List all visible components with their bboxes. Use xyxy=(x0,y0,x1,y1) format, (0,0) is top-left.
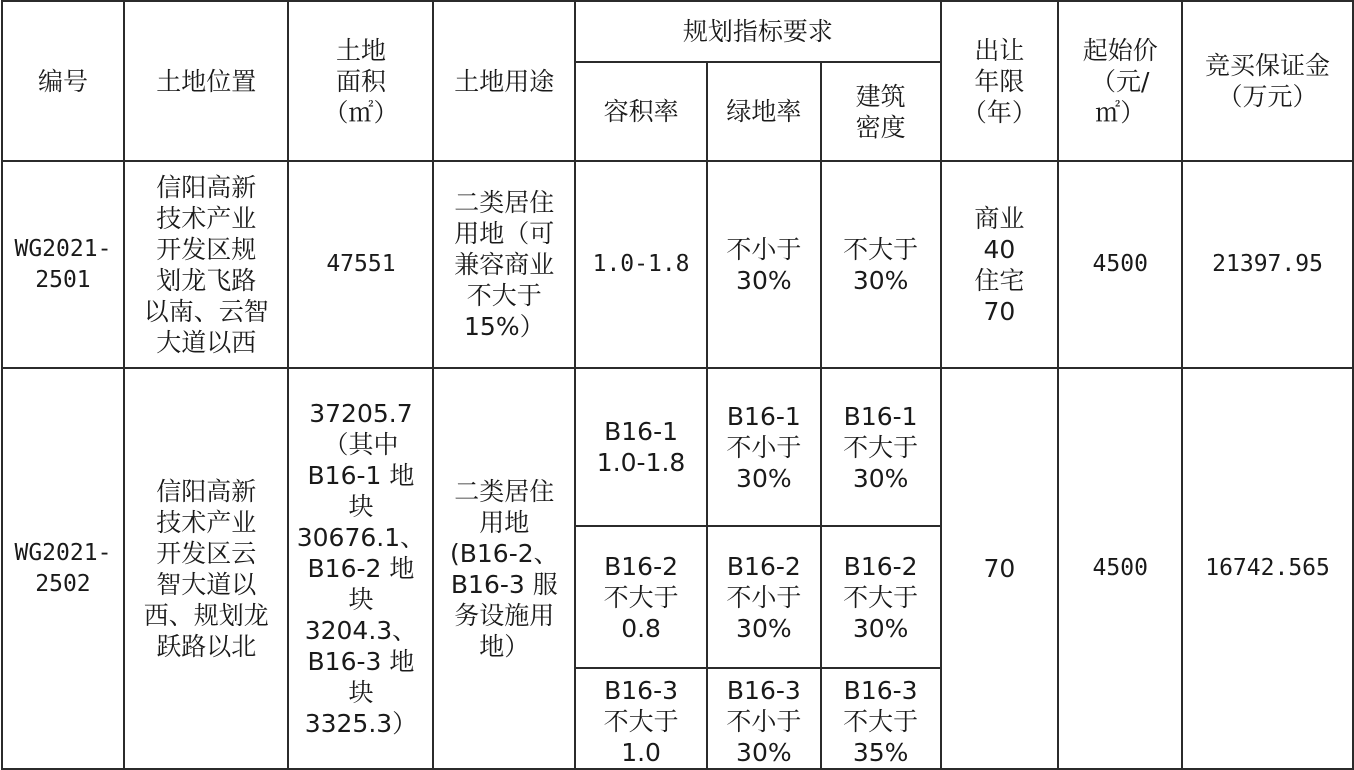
header-far: 容积率 xyxy=(575,62,707,161)
table-row xyxy=(2,368,1353,526)
row2-id: WG2021- 2502 xyxy=(2,368,124,769)
row2-b16-2-green: B16-2 不小于 30% xyxy=(707,526,821,668)
row2-location: 信阳高新 技术产业 开发区云 智大道以 西、规划龙 跃路以北 xyxy=(124,368,289,769)
header-deposit: 竞买保证金 （万元） xyxy=(1182,1,1353,161)
row1-green: 不小于 30% xyxy=(707,161,821,368)
row2-deposit: 16742.565 xyxy=(1182,368,1353,769)
row2-b16-1-density: B16-1 不大于 30% xyxy=(821,368,941,526)
land-auction-table xyxy=(1,0,1354,770)
table-row xyxy=(2,161,1353,368)
row1-deposit: 21397.95 xyxy=(1182,161,1353,368)
row2-price: 4500 xyxy=(1058,368,1182,769)
header-use: 土地用途 xyxy=(433,1,575,161)
header-term: 出让 年限 （年） xyxy=(941,1,1059,161)
header-location: 土地位置 xyxy=(124,1,289,161)
row1-id: WG2021- 2501 xyxy=(2,161,124,368)
header-id: 编号 xyxy=(2,1,124,161)
row2-term: 70 xyxy=(941,368,1059,769)
row2-b16-3-green: B16-3 不小于 30% xyxy=(707,668,821,769)
header-planning: 规划指标要求 xyxy=(575,1,940,62)
row2-b16-3-far: B16-3 不大于 1.0 xyxy=(575,668,707,769)
row2-area: 37205.7 （其中 B16-1 地 块 30676.1、 B16-2 地 块 3204.3、 B16-3 地 块 3325.3） xyxy=(288,368,433,769)
header-price: 起始价 （元/ ㎡） xyxy=(1058,1,1182,161)
row1-use: 二类居住 用地（可 兼容商业 不大于 15%） xyxy=(433,161,575,368)
row1-price: 4500 xyxy=(1058,161,1182,368)
row1-location: 信阳高新 技术产业 开发区规 划龙飞路 以南、云智 大道以西 xyxy=(124,161,289,368)
row2-b16-2-far: B16-2 不大于 0.8 xyxy=(575,526,707,668)
row2-b16-2-density: B16-2 不大于 30% xyxy=(821,526,941,668)
row1-term: 商业 40 住宅 70 xyxy=(941,161,1059,368)
row1-density: 不大于 30% xyxy=(821,161,941,368)
row2-b16-1-green: B16-1 不小于 30% xyxy=(707,368,821,526)
header-area: 土地 面积 （㎡） xyxy=(288,1,433,161)
row1-area: 47551 xyxy=(288,161,433,368)
header-green: 绿地率 xyxy=(707,62,821,161)
row2-use: 二类居住 用地 (B16-2、 B16-3 服 务设施用 地） xyxy=(433,368,575,769)
row1-far: 1.0-1.8 xyxy=(575,161,707,368)
row2-b16-1-far: B16-1 1.0-1.8 xyxy=(575,368,707,526)
row2-b16-3-density: B16-3 不大于 35% xyxy=(821,668,941,769)
header-density: 建筑 密度 xyxy=(821,62,941,161)
